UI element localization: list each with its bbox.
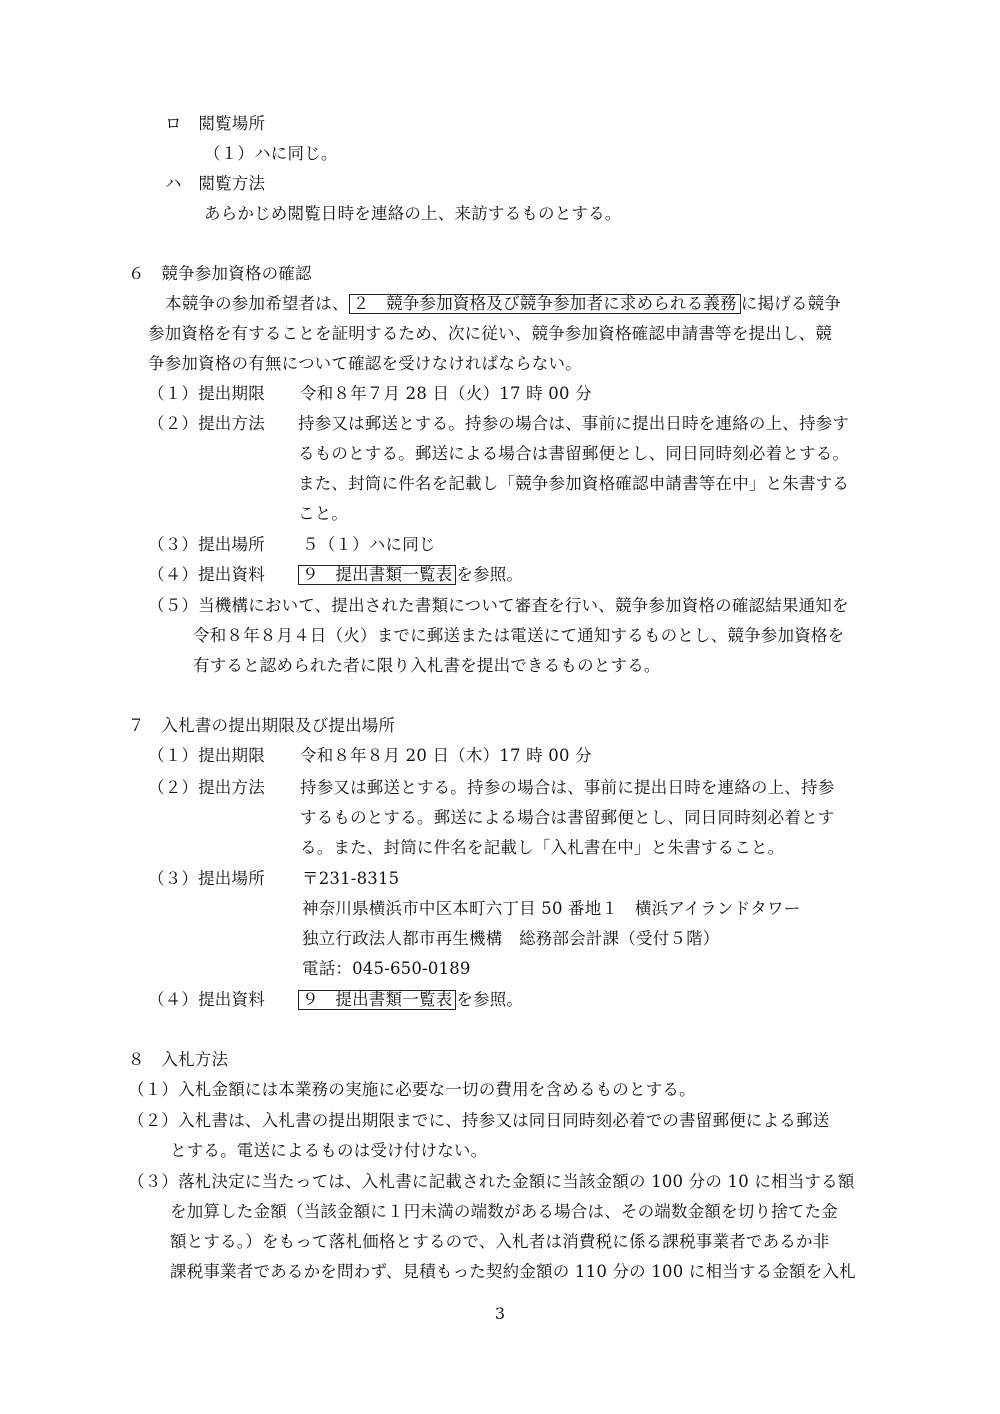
- s6-item2-label: （２）提出方法: [148, 414, 265, 433]
- s7-item2-line3: る。また、封筒に件名を記載し「入札書在中」と朱書すること。: [300, 838, 785, 857]
- page-number: 3: [494, 1304, 506, 1323]
- s6-item2-line1: 持参又は郵送とする。持参の場合は、事前に提出日時を連絡の上、持参す: [298, 414, 850, 433]
- reference-box-section9: ９ 提出書類一覧表: [298, 990, 456, 1010]
- s6-item5-line3: 有すると認められた者に限り入札書を提出できるものとする。: [193, 656, 661, 675]
- section6-heading: ６ 競争参加資格の確認: [128, 264, 312, 283]
- s8-item2-line1: （２）入札書は、入札書の提出期限までに、持参又は同日同時刻必着での書留郵便による郵送: [128, 1111, 830, 1130]
- section6-intro-line2: 参加資格を有することを証明するため、次に従い、競争参加資格確認申請書等を提出し、競: [148, 324, 833, 343]
- s6-item4-label: （４）提出資料: [148, 565, 265, 584]
- intro-pre: 本競争の参加希望者は、: [165, 294, 349, 313]
- intro-post: に掲げる競争: [740, 294, 842, 313]
- s7-item2-label: （２）提出方法: [148, 778, 265, 797]
- s8-item3-line4: 課税事業者であるかを問わず、見積もった契約金額の 110 分の 100 に相当する金額を入札: [170, 1262, 856, 1281]
- s6-item1-body: 令和８年７月 28 日（火）17 時 00 分: [300, 384, 592, 403]
- s7-item1-body: 令和８年８月 20 日（木）17 時 00 分: [300, 746, 592, 765]
- section6-intro-line1: [165, 294, 841, 314]
- s7-item4-label: （４）提出資料: [148, 990, 265, 1009]
- s7-item4-post: を参照。: [456, 990, 524, 1009]
- s7-item4-body: [298, 990, 523, 1010]
- ha-body: あらかじめ閲覧日時を連絡の上、来訪するものとする。: [204, 204, 622, 223]
- ro-body: （１）ハに同じ。: [204, 144, 338, 163]
- s7-item3-organization: 独立行政法人都市再生機構 総務部会計課（受付５階）: [302, 929, 720, 948]
- s6-item2-line2: るものとする。郵送による場合は書留郵便とし、同日同時刻必着とする。: [298, 444, 850, 463]
- ha-label: ハ 閲覧方法: [165, 174, 266, 193]
- s8-item3-line3: 額とする。）をもって落札価格とするので、入札者は消費税に係る課税事業者であるか非: [170, 1232, 830, 1251]
- section7-heading: ７ 入札書の提出期限及び提出場所: [128, 716, 396, 735]
- s6-item5-line1: （５）当機構において、提出された書類について審査を行い、競争参加資格の確認結果通知を: [148, 596, 849, 615]
- s7-item3-address: 神奈川県横浜市中区本町六丁目 50 番地１ 横浜アイランドタワー: [302, 899, 801, 918]
- s7-item1-label: （１）提出期限: [148, 746, 265, 765]
- s6-item4-post: を参照。: [456, 565, 524, 584]
- section8-heading: ８ 入札方法: [128, 1050, 229, 1069]
- s8-item3-line2: を加算した金額（当該金額に１円未満の端数がある場合は、その端数金額を切り捨てた金: [170, 1202, 839, 1221]
- section6-intro-line3: 争参加資格の有無について確認を受けなければならない。: [148, 354, 582, 373]
- s6-item2-line3: また、封筒に件名を記載し「競争参加資格確認申請書等在中」と朱書する: [298, 474, 850, 493]
- s6-item4-body: [298, 565, 523, 585]
- s8-item2-line2: とする。電送によるものは受け付けない。: [170, 1141, 488, 1160]
- s7-item3-phone: 電話：045-650-0189: [302, 959, 471, 978]
- s6-item5-line2: 令和８年８月４日（火）までに郵送または電送にて通知するものとし、競争参加資格を: [193, 626, 845, 645]
- s6-item3-body: ５（１）ハに同じ: [302, 535, 436, 554]
- s7-item3-postal: 〒231-8315: [302, 869, 400, 888]
- s8-item1-line1: （１）入札金額には本業務の実施に必要な一切の費用を含めるものとする。: [128, 1080, 696, 1099]
- s8-item3-line1: （３）落札決定に当たっては、入札書に記載された金額に当該金額の 100 分の 10 に相当する額: [128, 1172, 855, 1191]
- s6-item3-label: （３）提出場所: [148, 535, 265, 554]
- s7-item2-line1: 持参又は郵送とする。持参の場合は、事前に提出日時を連絡の上、持参: [300, 778, 835, 797]
- reference-box-section9: ９ 提出書類一覧表: [298, 565, 456, 585]
- s7-item2-line2: するものとする。郵送による場合は書留郵便とし、同日同時刻必着とす: [300, 808, 835, 827]
- s7-item3-label: （３）提出場所: [148, 869, 265, 888]
- ro-label: ロ 閲覧場所: [165, 114, 266, 133]
- reference-box-section2: ２ 競争参加資格及び競争参加者に求められる義務: [349, 294, 741, 314]
- s6-item2-line4: こと。: [298, 504, 349, 523]
- s6-item1-label: （１）提出期限: [148, 384, 265, 403]
